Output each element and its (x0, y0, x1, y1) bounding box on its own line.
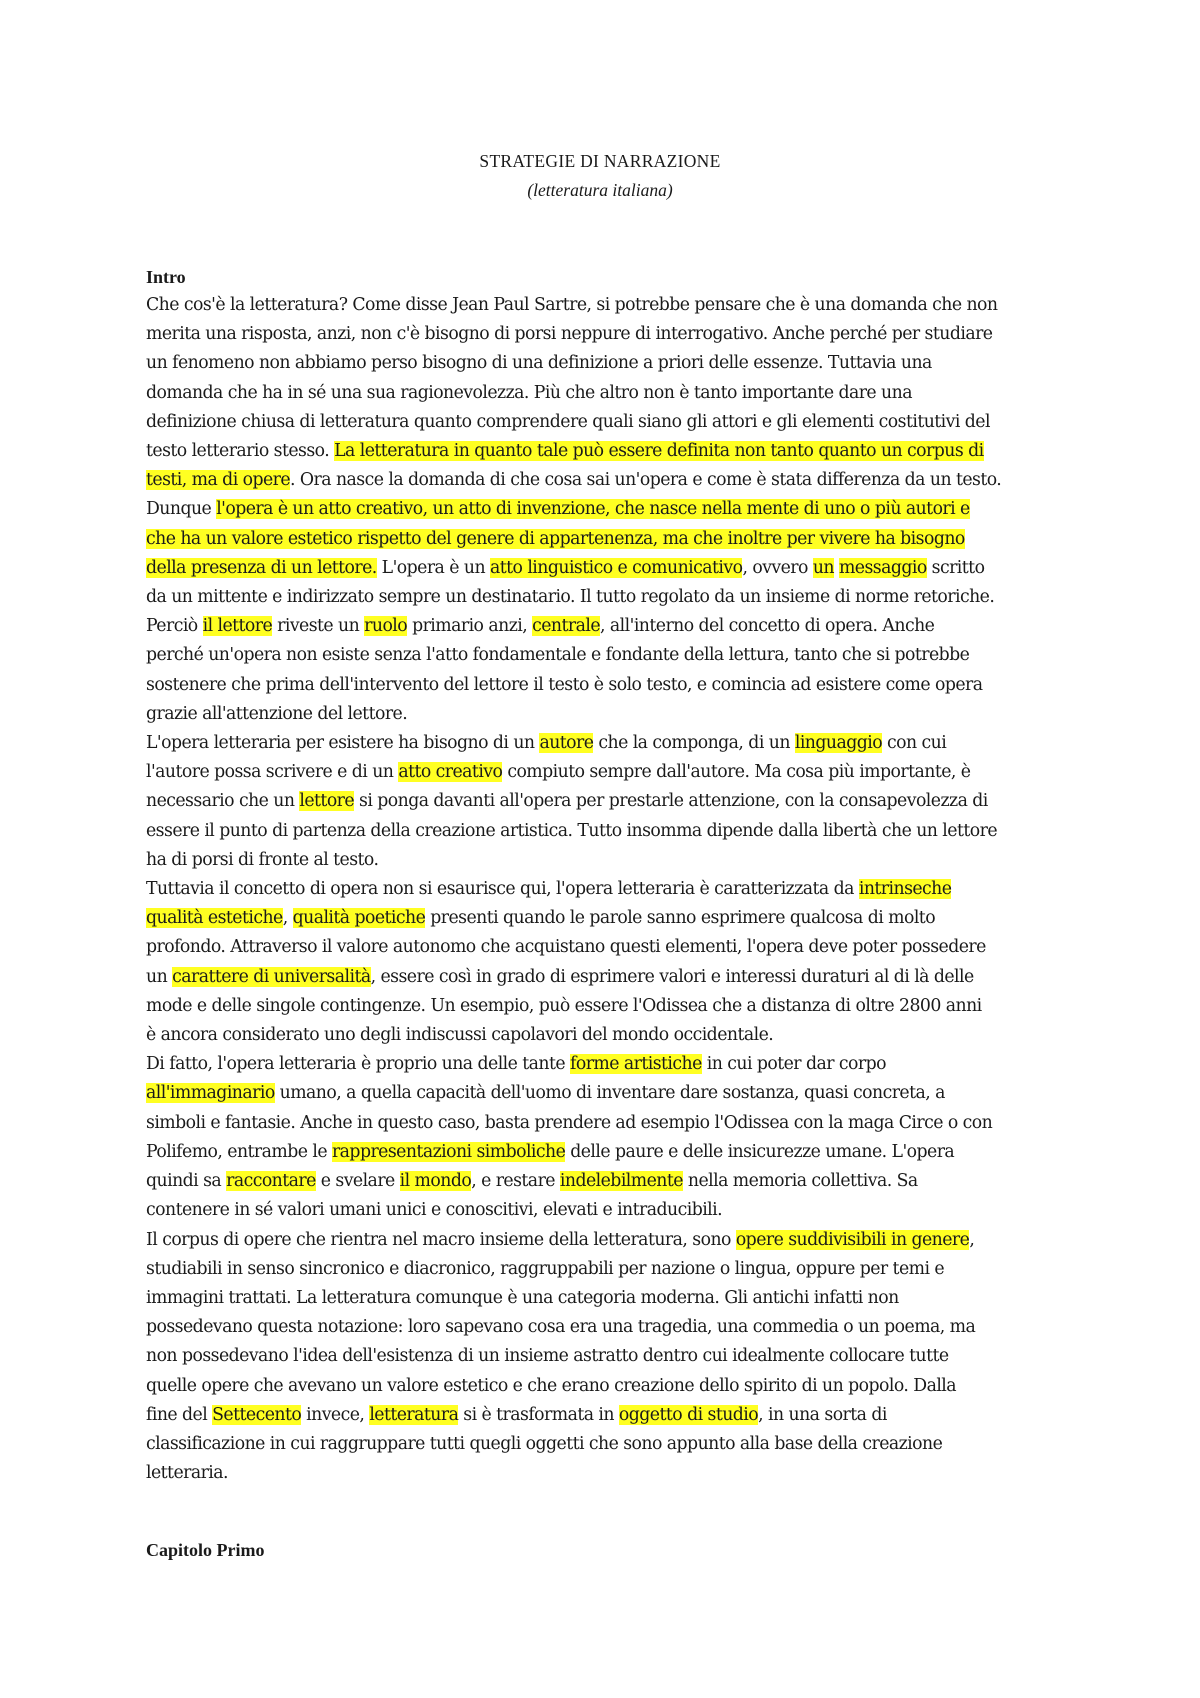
highlighted-text: un (812, 557, 834, 578)
text-segment: quindi sa (146, 1171, 227, 1192)
text-line (146, 1430, 1071, 1459)
text-segment: in cui poter dar corpo (701, 1054, 886, 1075)
text-line (146, 291, 1071, 320)
highlighted-text: intrinseche (858, 879, 952, 900)
text-segment: ha di porsi di fronte al testo. (146, 849, 379, 870)
highlighted-text: messaggio (838, 557, 927, 578)
text-segment: compiuto sempre dall'autore. Ma cosa più importante, è (502, 762, 971, 783)
text-segment: umano, a quella capacità dell'uomo di inventare dare sostanza, quasi concreta, a (274, 1083, 945, 1104)
text-segment: Di fatto, l'opera letteraria è proprio una delle tante (146, 1054, 571, 1075)
text-line (146, 933, 1071, 962)
text-segment: . Ora nasce la domanda di che cosa sai un'opera e come è stata differenza da un testo. (290, 470, 1002, 491)
text-line (146, 495, 1071, 524)
text-line (146, 1313, 1071, 1342)
highlighted-text: Settecento (212, 1404, 302, 1425)
text-line (146, 612, 1071, 641)
text-segment: , ovvero (742, 557, 813, 578)
text-line (146, 554, 1071, 583)
text-segment: Perciò (146, 616, 203, 637)
text-line (146, 1167, 1071, 1196)
text-line (146, 846, 1071, 875)
text-line (146, 379, 1071, 408)
text-line (146, 963, 1071, 992)
highlighted-text: che ha un valore estetico rispetto del genere di appartenenza, ma che inoltre per vivere ha bisogno (146, 528, 965, 549)
text-segment: sostenere che prima dell'intervento del lettore il testo è solo testo, e comincia ad esistere come opera (146, 674, 983, 695)
text-segment: un fenomeno non abbiamo perso bisogno di una definizione a priori delle essenze. Tuttavia una (146, 353, 932, 374)
text-segment: , e restare (471, 1171, 560, 1192)
highlighted-text: opere suddivisibili in genere (735, 1229, 970, 1250)
text-line (146, 349, 1071, 378)
text-line (146, 1196, 1071, 1225)
text-segment: domanda che ha in sé una sua ragionevolezza. Più che altro non è tanto importante dare una (146, 382, 912, 403)
text-segment: contenere in sé valori umani unici e conoscitivi, elevati e intraducibili. (146, 1200, 723, 1221)
highlighted-text: atto creativo (398, 762, 503, 783)
text-line (146, 320, 1071, 349)
text-segment: Che cos'è la letteratura? Come disse Jean Paul Sartre, si potrebbe pensare che è una domanda che non (146, 295, 998, 315)
highlighted-text: indelebilmente (559, 1171, 683, 1192)
text-segment: L'opera letteraria per esistere ha bisogno di un (146, 733, 540, 754)
text-line (146, 1109, 1071, 1138)
highlighted-text: autore (539, 733, 594, 754)
text-line (146, 875, 1071, 904)
text-segment: non possedevano l'idea dell'esistenza di un insieme astratto dentro cui idealmente collocare tutte (146, 1346, 949, 1367)
document-subtitle: (letteratura italiana) (527, 180, 673, 200)
highlighted-text: testi, ma di opere (146, 470, 291, 491)
highlighted-text: qualità estetiche (146, 908, 283, 929)
text-line (146, 729, 1071, 758)
text-segment: letteraria. (146, 1463, 228, 1484)
highlighted-text: qualità poetiche (292, 908, 426, 929)
text-line (146, 787, 1071, 816)
text-segment: si ponga davanti all'opera per prestarle attenzione, con la consapevolezza di (354, 791, 988, 812)
text-segment: , essere così in grado di esprimere valori e interessi duraturi al di là delle (370, 966, 974, 987)
text-segment: Il corpus di opere che rientra nel macro insieme della letteratura, sono (146, 1229, 736, 1250)
text-line (146, 466, 1071, 495)
text-line (146, 1459, 1071, 1488)
text-segment: , (969, 1229, 975, 1250)
text-segment: Dunque (146, 499, 217, 520)
text-segment: definizione chiusa di letteratura quanto comprendere quali siano gli attori e gli elementi costitutivi del (146, 411, 990, 432)
text-segment: merita una risposta, anzi, non c'è bisogno di porsi neppure di interrogativo. Anche perché per studiare (146, 324, 993, 345)
text-line (146, 1138, 1071, 1167)
text-line (146, 1050, 1071, 1079)
document-title: STRATEGIE DI NARRAZIONE (479, 151, 721, 171)
highlighted-text: linguaggio (794, 733, 883, 754)
text-line (146, 1079, 1071, 1108)
text-line (146, 408, 1071, 437)
highlighted-text: lettore (299, 791, 355, 812)
intro-paragraphs (146, 291, 1071, 1488)
text-segment: con cui (882, 733, 947, 754)
text-line (146, 904, 1071, 933)
text-segment: immagini trattati. La letteratura comunque è una categoria moderna. Gli antichi infatti non (146, 1287, 899, 1308)
text-segment: e svelare (315, 1171, 400, 1192)
text-line (146, 992, 1071, 1021)
highlighted-text: all'immaginario (146, 1083, 275, 1104)
text-line (146, 641, 1071, 670)
highlighted-text: centrale (532, 616, 601, 637)
text-segment: L'opera è un (376, 557, 490, 578)
text-segment: , all'interno del concetto di opera. Anche (600, 616, 935, 637)
text-segment: l'autore possa scrivere e di un (146, 762, 399, 783)
text-segment: necessario che un (146, 791, 300, 812)
highlighted-text: raccontare (226, 1171, 316, 1192)
text-segment: essere il punto di partenza della creazione artistica. Tutto insomma dipende dalla libertà che un lettore (146, 820, 997, 841)
text-segment: testo letterario stesso. (146, 441, 335, 462)
text-segment: riveste un (272, 616, 365, 637)
text-line (146, 671, 1071, 700)
text-segment: mode e delle singole contingenze. Un esempio, può essere l'Odissea che a distanza di oltre 2800 anni (146, 995, 982, 1016)
text-segment: presenti quando le parole sanno esprimere qualcosa di molto (425, 908, 936, 929)
text-line (146, 817, 1071, 846)
text-segment: quelle opere che avevano un valore estetico e che erano creazione dello spirito di un popolo. Dalla (146, 1375, 957, 1396)
text-segment: , in una sorta di (758, 1404, 887, 1425)
highlighted-text: l'opera è un atto creativo, un atto di invenzione, che nasce nella mente di uno o più autori e (216, 499, 970, 520)
text-segment: nella memoria collettiva. Sa (682, 1171, 918, 1192)
text-segment: profondo. Attraverso il valore autonomo che acquistano questi elementi, l'opera deve poter possedere (146, 937, 986, 958)
text-segment: un (146, 966, 173, 987)
highlighted-text: atto linguistico e comunicativo (489, 557, 743, 578)
text-line (146, 1226, 1071, 1255)
text-line (146, 1255, 1071, 1284)
text-segment: invece, (301, 1404, 370, 1425)
text-segment: Tuttavia il concetto di opera non si esaurisce qui, l'opera letteraria è caratterizzata da (146, 879, 859, 900)
intro-heading: Intro (146, 267, 186, 287)
text-segment: simboli e fantasie. Anche in questo caso, basta prendere ad esempio l'Odissea con la maga Circe o con (146, 1112, 993, 1133)
text-segment: studiabili in senso sincronico e diacronico, raggruppabili per nazione o lingua, oppure per temi e (146, 1258, 945, 1279)
text-segment: è ancora considerato uno degli indiscussi capolavori del mondo occidentale. (146, 1025, 774, 1046)
text-segment: scritto (926, 557, 985, 578)
highlighted-text: carattere di universalità (172, 966, 371, 987)
text-line (146, 525, 1071, 554)
highlighted-text: della presenza di un lettore. (146, 557, 377, 578)
text-line (146, 437, 1071, 466)
highlighted-text: rappresentazioni simboliche (331, 1141, 566, 1162)
text-segment: Polifemo, entrambe le (146, 1141, 332, 1162)
text-segment: che la componga, di un (593, 733, 795, 754)
chapter-heading: Capitolo Primo (146, 1540, 265, 1560)
text-line (146, 583, 1071, 612)
text-line (146, 758, 1071, 787)
highlighted-text: oggetto di studio (618, 1404, 759, 1425)
text-line (146, 1284, 1071, 1313)
text-segment: , (282, 908, 293, 929)
text-segment: classificazione in cui raggruppare tutti quegli oggetti che sono appunto alla base della creazione (146, 1433, 943, 1454)
text-segment: da un mittente e indirizzato sempre un destinatario. Il tutto regolato da un insieme di norme retoriche. (146, 587, 995, 608)
text-segment: grazie all'attenzione del lettore. (146, 703, 408, 724)
text-segment: delle paure e delle insicurezze umane. L'opera (565, 1141, 955, 1162)
highlighted-text: il mondo (399, 1171, 472, 1192)
highlighted-text: ruolo (364, 616, 408, 637)
text-segment: perché un'opera non esiste senza l'atto fondamentale e fondante della lettura, tanto che si potrebbe (146, 645, 970, 666)
text-line (146, 1372, 1071, 1401)
text-line (146, 1401, 1071, 1430)
text-segment: fine del (146, 1404, 213, 1425)
text-line (146, 1021, 1071, 1050)
highlighted-text: il lettore (202, 616, 273, 637)
text-line (146, 1342, 1071, 1371)
highlighted-text: forme artistiche (570, 1054, 702, 1075)
text-segment: si è trasformata in (458, 1404, 619, 1425)
highlighted-text: letteratura (369, 1404, 459, 1425)
text-segment: possedevano questa notazione: loro sapevano cosa era una tragedia, una commedia o un poema, ma (146, 1317, 976, 1338)
text-line (146, 700, 1071, 729)
highlighted-text: La letteratura in quanto tale può essere definita non tanto quanto un corpus di (334, 441, 984, 462)
text-segment: primario anzi, (407, 616, 533, 637)
